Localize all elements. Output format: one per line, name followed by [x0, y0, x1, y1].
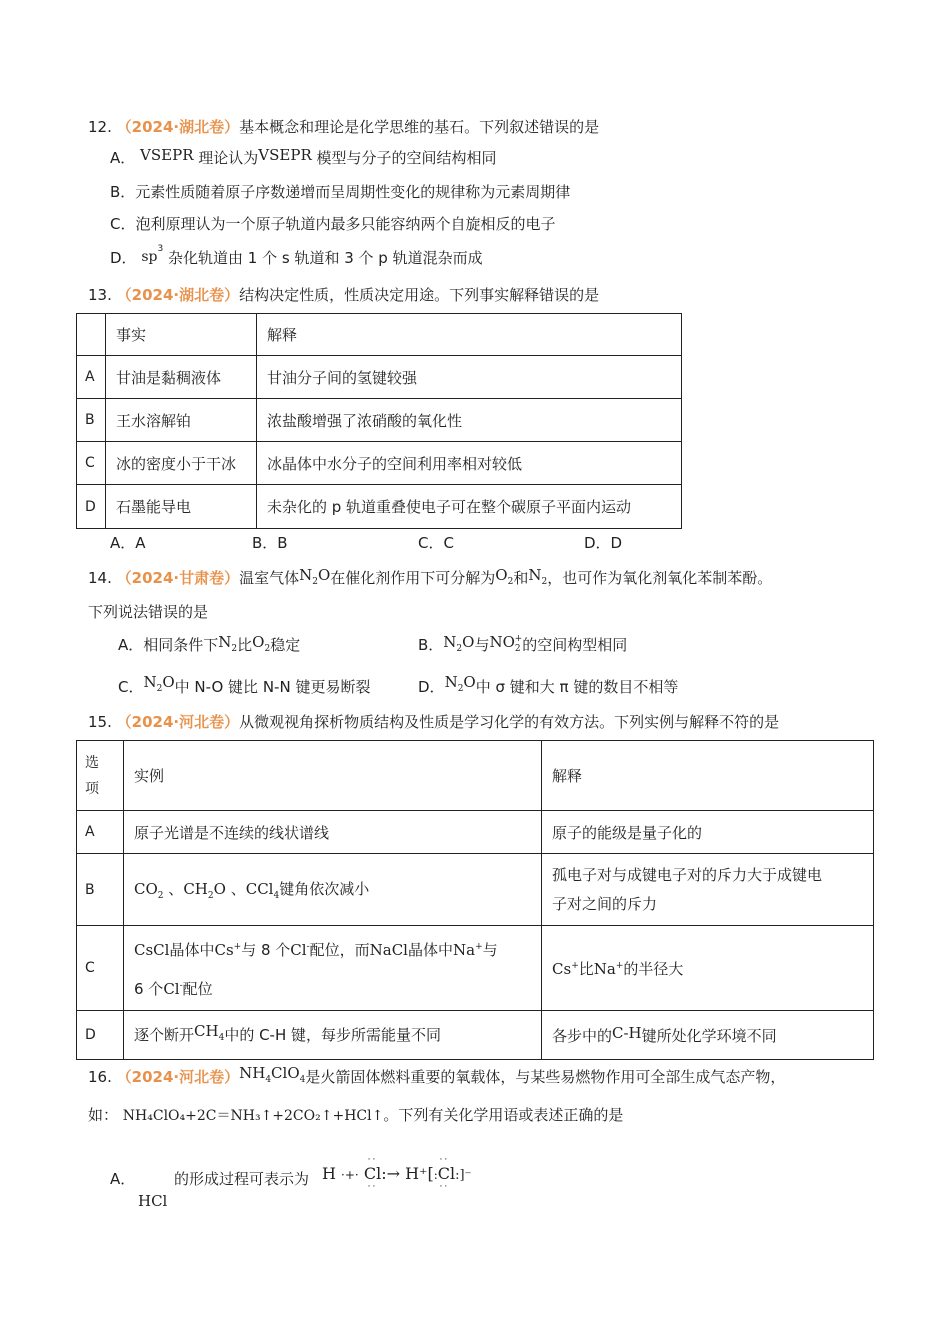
q14-stem-line: 14. （2024·甘肃卷）温室气体$N_2O$在催化剂作用下可分解为$O_2$和$N_2$，也可作为氧化剂氧化苯制苯酚。 [88, 566, 773, 587]
q15-table [76, 740, 874, 1060]
q12-option-c: C．泡利原理认为一个原子轨道内最多只能容纳两个自旋相反的电子 [110, 215, 556, 233]
formula-nh4clo4: $NH_4ClO_4$ [239, 1064, 306, 1085]
q15-stem-line: 15. （2024·河北卷）从微观视角探析物质结构及性质是学习化学的有效方法。下列实例与解释不符的是 [88, 713, 780, 731]
reaction-equation: NH₄ClO₄+2C＝NH₃↑+2CO₂↑+HCl↑ [122, 1108, 384, 1124]
q12-option-b: B．元素性质随着原子序数递增而呈周期性变化的规律称为元素周期律 [110, 183, 571, 201]
q12-option-a: A． VSEPR 理论认为VSEPR 模型与分子的空间结构相同 [110, 146, 497, 167]
q14-option-d: D．$N_2O$中 σ 键和大 π 键的数目不相等 [418, 673, 679, 696]
q14-option-a: A．相同条件下$N_2$比$O_2$稳定 [118, 633, 301, 654]
hcl-label: HCl [138, 1192, 168, 1210]
q14-option-b: B．$N_2O$与$NO_2^+$的空间构型相同 [418, 633, 628, 654]
table-row: D 石墨能导电 未杂化的 p 轨道重叠使电子可在整个碳原子平面内运动 [77, 485, 682, 529]
q16-stem-line2: 如： NH₄ClO₄+2C＝NH₃↑+2CO₂↑+HCl↑。下列有关化学用语或表述正确的是 [88, 1106, 624, 1124]
table-row: C 冰的密度小于干冰 冰晶体中水分子的空间利用率相对较低 [77, 442, 682, 485]
q14-stem-line2: 下列说法错误的是 [88, 603, 209, 621]
q16-stem-line: 16. （2024·河北卷）$NH_4ClO_4$是火箭固体燃料重要的氧载体，与某些易燃物作用可全部生成气态产物， [88, 1064, 786, 1086]
table-header-row: 事实 解释 [77, 314, 682, 356]
q16-option-a: A． 的形成过程可表示为 [110, 1170, 310, 1188]
table-row: D 逐个断开$CH_4$中的 C-H 键，每步所需能量不同 各步中的C-H键所处化学环境不同 [77, 1011, 874, 1060]
q13-option-a: A．A [110, 534, 146, 552]
q13-option-d: D．D [584, 534, 623, 552]
table-row: B $CO_2$ 、$CH_2O$ 、CCl$_4$键角依次减小 孤电子对与成键电子对的斥力大于成键电 子对之间的斥力 [77, 854, 874, 926]
q13-stem-line: 13. （2024·湖北卷）结构决定性质，性质决定用途。下列事实解释错误的是 [88, 286, 600, 304]
table-row: B 王水溶解铂 浓盐酸增强了浓硝酸的氧化性 [77, 399, 682, 442]
table-row: A 原子光谱是不连续的线状谱线 原子的能级是量子化的 [77, 811, 874, 854]
lewis-cl-atom: ·· Cl ·· [363, 1155, 382, 1192]
q13-table [76, 313, 682, 529]
table-header-row: 选 项 实例 解释 [77, 741, 874, 811]
q12-stem-line [88, 116, 599, 137]
lewis-cl-ion: ·· :Cl ·· [433, 1155, 456, 1192]
formula-n2o: $N_2O$ [299, 566, 331, 587]
lewis-formation-diagram: H ·+· ·· Cl ·· :→ H⁺[ ·· :Cl ·· :]⁻ [322, 1155, 472, 1192]
q14-option-c: C．$N_2O$中 N-O 键比 N-N 键更易断裂 [118, 673, 371, 696]
question-number: 12. [88, 118, 112, 136]
formula-o2: $O_2$ [495, 566, 514, 587]
question-source: （2024·湖北卷） [116, 118, 240, 136]
question-stem: 基本概念和理论是化学思维的基石。下列叙述错误的是 [239, 118, 600, 136]
q13-option-b: B．B [252, 534, 288, 552]
table-row: A 甘油是黏稠液体 甘油分子间的氢键较强 [77, 356, 682, 399]
formula-n2: $N_2$ [528, 566, 548, 587]
q12-option-d: D． $sp^3$ 杂化轨道由 1 个 s 轨道和 3 个 p 轨道混杂而成 [110, 244, 483, 267]
table-row: C CsCl晶体中Cs+与 8 个Cl-配位，而NaCl晶体中Na+与 6 个Cl-配位 Cs+比Na+的半径大 [77, 926, 874, 1011]
q13-option-c: C．C [418, 534, 454, 552]
